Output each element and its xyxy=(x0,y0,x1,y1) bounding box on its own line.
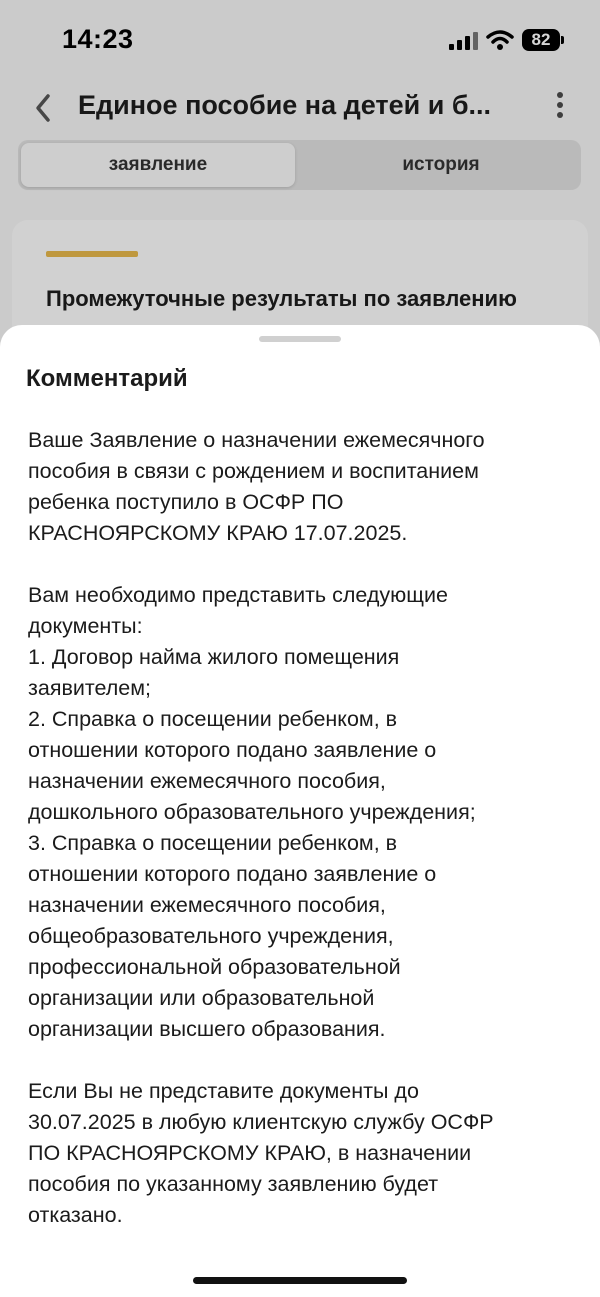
comment-line: 3. Справка о посещении ребенком, в xyxy=(28,831,398,855)
comment-line: назначении ежемесячного пособия, xyxy=(28,769,386,793)
comment-line: документы: xyxy=(28,614,143,638)
comment-bottom-sheet xyxy=(0,325,600,1297)
comment-line: Ваше Заявление о назначении ежемесячного xyxy=(28,428,485,452)
comment-line: отказано. xyxy=(28,1203,123,1227)
tab-application[interactable]: заявление xyxy=(21,143,295,187)
card-title: Промежуточные результаты по заявлению xyxy=(46,286,517,311)
comment-line: Если Вы не представите документы до xyxy=(28,1079,419,1103)
comment-line: ПО КРАСНОЯРСКОМУ КРАЮ, в назначении xyxy=(28,1141,472,1165)
sheet-grabber[interactable] xyxy=(259,336,341,342)
comment-line: назначении ежемесячного пособия, xyxy=(28,893,386,917)
comment-line: организации высшего образования. xyxy=(28,1017,386,1041)
comment-line: пособия по указанному заявлению будет xyxy=(28,1172,439,1196)
battery-icon: 82 xyxy=(522,29,560,51)
comment-line: отношении которого подано заявление о xyxy=(28,738,437,762)
comment-line: 1. Договор найма жилого помещения xyxy=(28,645,400,669)
comment-line: организации или образовательной xyxy=(28,986,375,1010)
comment-line: 30.07.2025 в любую клиентскую службу ОСФР xyxy=(28,1110,494,1134)
comment-line: отношении которого подано заявление о xyxy=(28,862,437,886)
sheet-title: Комментарий xyxy=(26,365,188,392)
page-title: Единое пособие на детей и б... xyxy=(78,90,492,120)
comment-line: 2. Справка о посещении ребенком, в xyxy=(28,707,398,731)
comment-line: профессиональной образовательной xyxy=(28,955,401,979)
tab-history[interactable]: история xyxy=(402,154,480,175)
comment-line: пособия в связи с рождением и воспитанием xyxy=(28,459,479,483)
comment-text xyxy=(28,425,588,1231)
home-indicator[interactable] xyxy=(193,1277,407,1284)
comment-line: дошкольного образовательного учреждения; xyxy=(28,800,476,824)
status-time: 14:23 xyxy=(62,24,134,54)
comment-line: КРАСНОЯРСКОМУ КРАЮ 17.07.2025. xyxy=(28,521,408,545)
comment-line: Вам необходимо представить следующие xyxy=(28,583,448,607)
comment-line: общеобразовательного учреждения, xyxy=(28,924,394,948)
comment-line: ребенка поступило в ОСФР ПО xyxy=(28,490,344,514)
comment-line: заявителем; xyxy=(28,676,151,700)
